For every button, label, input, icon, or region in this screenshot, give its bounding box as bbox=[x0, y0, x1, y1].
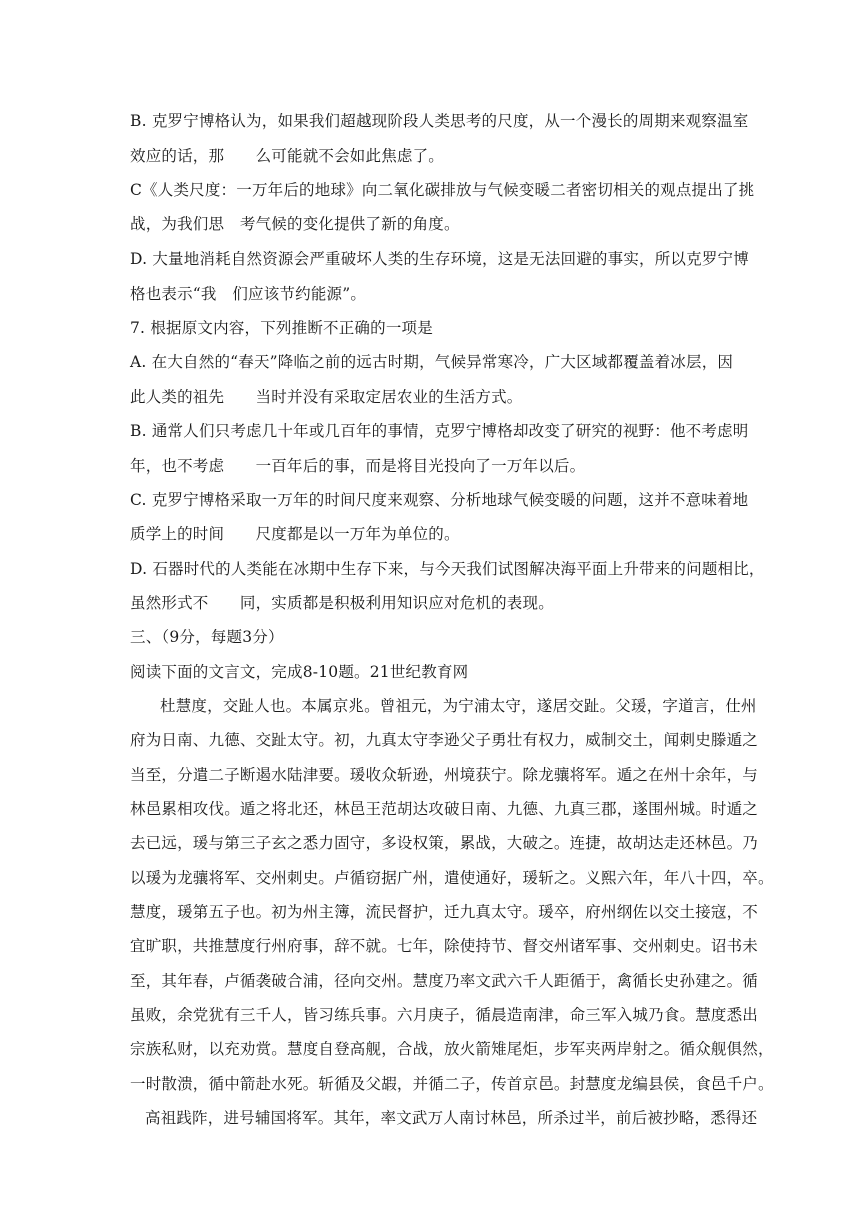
passage-line: 一时散溃，循中箭赴水死。斩循及父嘏，并循二子，传首京邑。封慧度龙编县侯，食邑千户。 bbox=[130, 1075, 774, 1093]
text-line: C《人类尺度：一万年后的地球》向二氧化碳排放与气候变暖二者密切相关的观点提出了挑 bbox=[130, 181, 755, 199]
text-line: 战，为我们思 考气候的变化提供了新的角度。 bbox=[130, 215, 460, 233]
text-line: B. 克罗宁博格认为，如果我们超越现阶段人类思考的尺度，从一个漫长的周期来观察温室 bbox=[130, 112, 749, 130]
passage-line: 慧度，瑗第五子也。初为州主簿，流民督护，迁九真太守。瑗卒，府州纲佐以交土接寇，不 bbox=[130, 903, 759, 921]
passage-line: 去已远，瑗与第三子玄之悉力固守，多设权策，累战，大破之。连捷，故胡达走还林邑。乃 bbox=[130, 834, 759, 852]
text-line: 格也表示“我 们应该节约能源”。 bbox=[130, 285, 367, 303]
section-heading: 三、（9分，每题3分） bbox=[130, 628, 284, 646]
passage-line: 杜慧度，交趾人也。本属京兆。曾祖元，为宁浦太守，遂居交趾。父瑗，字道言，仕州 bbox=[160, 697, 757, 715]
passage-line: 高祖践阼，进号辅国将军。其年，率文武万人南讨林邑，所杀过半，前后被抄略，悉得还 bbox=[145, 1109, 758, 1127]
instruction-line: 阅读下面的文言文，完成8-10题。21世纪教育网 bbox=[130, 663, 469, 681]
passage-line: 林邑累相攻伐。遁之将北还，林邑王范胡达攻破日南、九德、九真三郡，遂围州城。时遁之 bbox=[130, 800, 759, 818]
passage-line: 以瑗为龙骧将军、交州刺史。卢循窃据广州，遣使通好，瑗斩之。义熙六年，年八十四，卒。 bbox=[130, 869, 774, 887]
passage-line: 至，其年春，卢循袭破合浦，径向交州。慧度乃率文武六千人距循于，禽循长史孙建之。循 bbox=[130, 972, 759, 990]
text-line: D. 石器时代的人类能在冰期中生存下来，与今天我们试图解决海平面上升带来的问题相比， bbox=[130, 560, 765, 578]
text-line: 年，也不考虑 一百年后的事，而是将目光投向了一万年以后。 bbox=[130, 457, 586, 475]
text-line: A. 在大自然的“春天”降临之前的远古时期，气候异常寒冷，广大区域都覆盖着冰层，因 bbox=[130, 353, 734, 371]
text-line: B. 通常人们只考虑几十年或几百年的事情，克罗宁博格却改变了研究的视野：他不考虑明 bbox=[130, 422, 749, 440]
text-line: 效应的话，那 么可能就不会如此焦虑了。 bbox=[130, 147, 445, 165]
passage-line: 虽败，余党犹有三千人，皆习练兵事。六月庚子，循晨造南津，命三军入城乃食。慧度悉出 bbox=[130, 1006, 759, 1024]
passage-line: 府为日南、九德、交趾太守。初，九真太守李逊父子勇壮有权力，威制交土，闻刺史滕遁之 bbox=[130, 731, 759, 749]
text-line: D. 大量地消耗自然资源会严重破坏人类的生存环境，这是无法回避的事实，所以克罗宁博 bbox=[130, 250, 749, 268]
question-stem: 7. 根据原文内容，下列推断不正确的一项是 bbox=[130, 319, 433, 337]
passage-line: 宜旷职，共推慧度行州府事，辞不就。七年，除使持节、督交州诸军事、交州刺史。诏书未 bbox=[130, 937, 759, 955]
text-line: 质学上的时间 尺度都是以一万年为单位的。 bbox=[130, 525, 460, 543]
text-line: 虽然形式不 同，实质都是积极利用知识应对危机的表现。 bbox=[130, 594, 554, 612]
text-line: 此人类的祖先 当时并没有采取定居农业的生活方式。 bbox=[130, 388, 523, 406]
passage-line: 宗族私财，以充劝赏。慧度自登高舰，合战，放火箭雉尾炬，步军夹两岸射之。循众舰俱然， bbox=[130, 1040, 774, 1058]
text-line: C. 克罗宁博格采取一万年的时间尺度来观察、分析地球气候变暖的问题，这并不意味着地 bbox=[130, 491, 749, 509]
passage-line: 当至，分遣二子断遏水陆津要。瑗收众斩逊，州境获宁。除龙骧将军。遁之在州十余年，与 bbox=[130, 766, 759, 784]
